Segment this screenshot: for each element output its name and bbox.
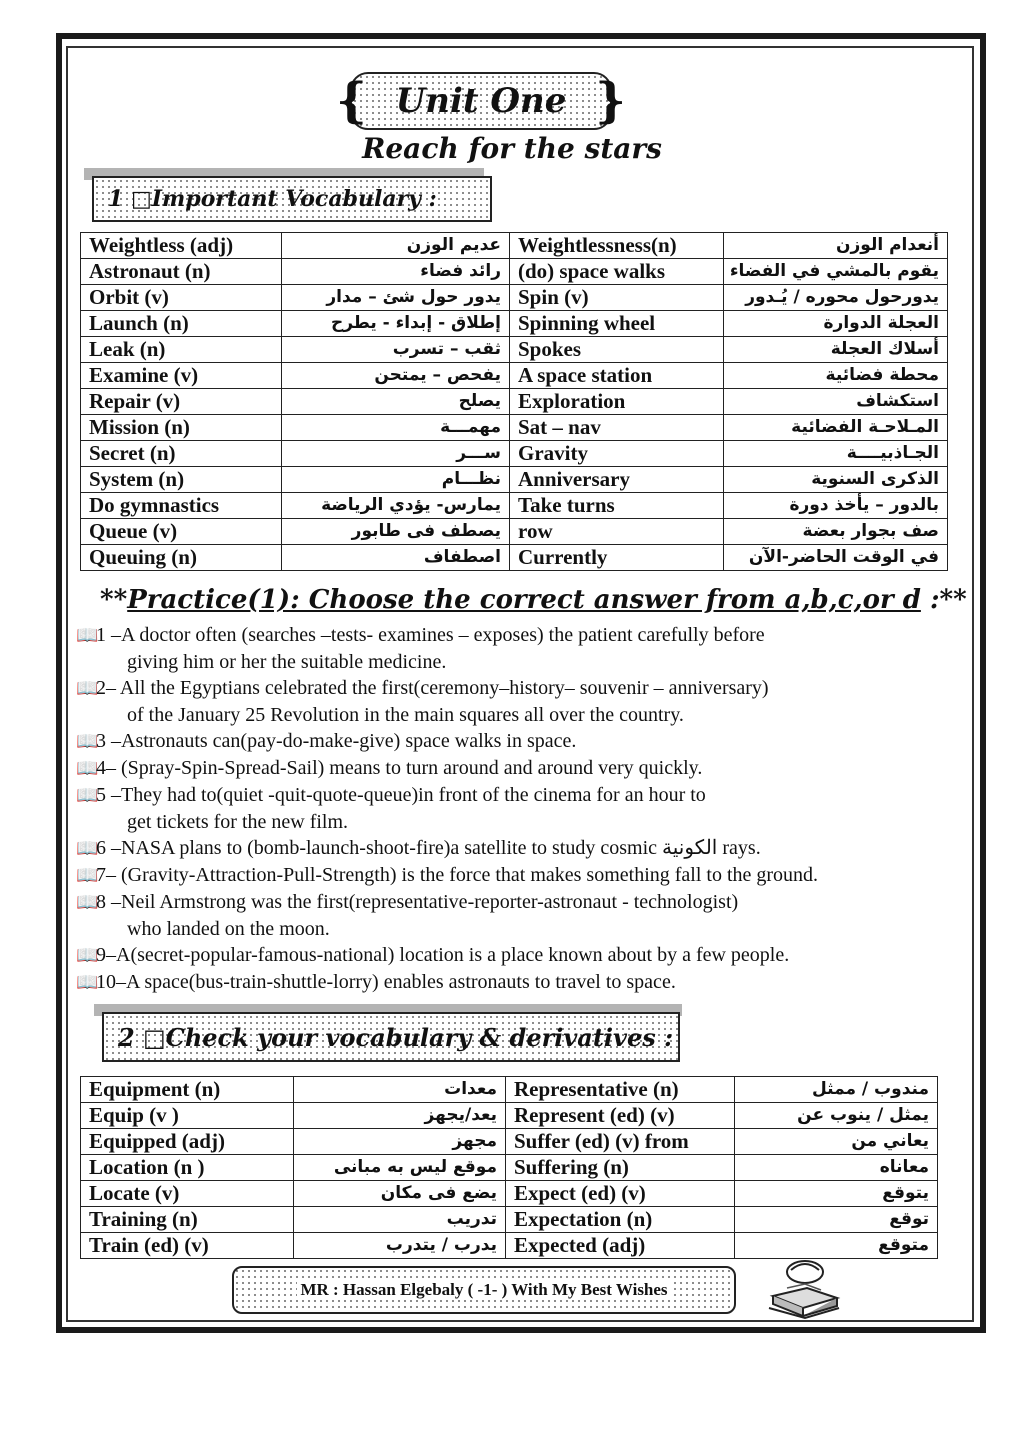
practice-heading	[100, 585, 967, 615]
english-word-cell: Sat – nav	[510, 415, 724, 441]
arabic-meaning-cell: يضع فى مكان	[294, 1181, 506, 1207]
arabic-meaning-cell: يفحص – يمتحن	[282, 363, 510, 389]
book-icon: 📖	[76, 678, 99, 699]
practice-question	[76, 969, 956, 996]
english-word-cell: Take turns	[510, 493, 724, 519]
arabic-meaning-cell: متوقع	[735, 1233, 938, 1259]
practice-questions	[76, 622, 956, 996]
english-word-cell: Do gymnastics	[81, 493, 282, 519]
question-text: 6 –NASA plans to (bomb-launch-shoot-fire)a satellite to study cosmic الكونية rays.	[96, 837, 761, 859]
book-icon: 📖	[76, 945, 99, 966]
footer-text: MR : Hassan Elgebaly ( -1- ) With My Best Wishes	[297, 1280, 670, 1300]
english-word-cell: row	[510, 519, 724, 545]
vocab-row	[81, 337, 948, 363]
english-word-cell: Launch (n)	[81, 311, 282, 337]
question-line	[76, 862, 956, 889]
unit-title: Unit One	[395, 81, 567, 121]
vocab-row	[81, 545, 948, 571]
english-word-cell: Secret (n)	[81, 441, 282, 467]
english-word-cell: Spinning wheel	[510, 311, 724, 337]
section1-heading	[92, 176, 492, 222]
vocab-row	[81, 1103, 938, 1129]
english-word-cell: Suffer (ed) (v) from	[506, 1129, 735, 1155]
arabic-meaning-cell: اصطفاف	[282, 545, 510, 571]
vocab-row	[81, 467, 948, 493]
arabic-meaning-cell: يتوقع	[735, 1181, 938, 1207]
question-continuation: get tickets for the new film.	[127, 811, 349, 833]
arabic-meaning-cell: بالدور – يأخذ دورة	[724, 493, 948, 519]
unit-subtitle: Reach for the stars	[362, 132, 662, 165]
english-word-cell: Weightless (adj)	[81, 233, 282, 259]
arabic-meaning-cell: رائد فضاء	[282, 259, 510, 285]
arabic-meaning-cell: مهمـــة	[282, 415, 510, 441]
arabic-meaning-cell: يدورحول محوره / يُـدور	[724, 285, 948, 311]
english-word-cell: Repair (v)	[81, 389, 282, 415]
english-word-cell: Queue (v)	[81, 519, 282, 545]
question-text: 3 –Astronauts can(pay-do-make-give) space walks in space.	[96, 730, 577, 752]
arabic-meaning-cell: يقوم بالمشي في الفضاء	[724, 259, 948, 285]
arabic-meaning-cell: مندوب / ممثل	[735, 1077, 938, 1103]
practice-question	[76, 675, 956, 728]
english-word-cell: Orbit (v)	[81, 285, 282, 311]
derivatives-table	[80, 1076, 938, 1259]
english-word-cell: Spokes	[510, 337, 724, 363]
vocab-row	[81, 493, 948, 519]
section2-heading	[102, 1012, 680, 1062]
practice-question	[76, 889, 956, 942]
arabic-meaning-cell: ثقب – تسرب	[282, 337, 510, 363]
english-word-cell: Equipped (adj)	[81, 1129, 294, 1155]
arabic-meaning-cell: يدرب / يتدرب	[294, 1233, 506, 1259]
practice-question	[76, 862, 956, 889]
arabic-meaning-cell: الذكرى السنوية	[724, 467, 948, 493]
english-word-cell: Currently	[510, 545, 724, 571]
vocab-row	[81, 1077, 938, 1103]
book-icon: 📖	[76, 731, 99, 752]
arabic-meaning-cell: موقع ليس به مبانى	[294, 1155, 506, 1181]
english-word-cell: Examine (v)	[81, 363, 282, 389]
practice-heading-suffix: :**	[920, 585, 967, 615]
english-word-cell: Astronaut (n)	[81, 259, 282, 285]
english-word-cell: Suffering (n)	[506, 1155, 735, 1181]
vocab-row	[81, 389, 948, 415]
vocab-row	[81, 1129, 938, 1155]
vocab-row	[81, 1207, 938, 1233]
question-text: 2– All the Egyptians celebrated the first(ceremony–history– souvenir – anniversary)	[96, 677, 769, 699]
book-icon: 📖	[76, 838, 99, 859]
right-brace-ornament: }	[595, 73, 626, 129]
question-line	[76, 835, 956, 862]
arabic-meaning-cell: المـلاحـة الفضائية	[724, 415, 948, 441]
section2-heading-text: 2 □Check your vocabulary & derivatives :	[118, 1022, 673, 1052]
book-icon: 📖	[76, 785, 99, 806]
arabic-meaning-cell: نظـــام	[282, 467, 510, 493]
english-word-cell: Expectation (n)	[506, 1207, 735, 1233]
left-brace-ornament: {	[336, 73, 367, 129]
arabic-meaning-cell: يدور حول شئ – مدار	[282, 285, 510, 311]
book-icon: 📖	[76, 892, 99, 913]
arabic-meaning-cell: معاناه	[735, 1155, 938, 1181]
vocab-row	[81, 233, 948, 259]
arabic-meaning-cell: ســـر	[282, 441, 510, 467]
english-word-cell: Training (n)	[81, 1207, 294, 1233]
arabic-meaning-cell: يعد/يجهز	[294, 1103, 506, 1129]
vocab-row	[81, 311, 948, 337]
vocab-row	[81, 519, 948, 545]
book-icon: 📖	[76, 865, 99, 886]
english-word-cell: Equip (v )	[81, 1103, 294, 1129]
book-icon: 📖	[76, 625, 99, 646]
english-word-cell: Train (ed) (v)	[81, 1233, 294, 1259]
practice-heading-prefix: **	[100, 585, 128, 615]
question-line	[76, 889, 956, 916]
practice-question	[76, 942, 956, 969]
english-word-cell: Represent (ed) (v)	[506, 1103, 735, 1129]
question-text: 7– (Gravity-Attraction-Pull-Strength) is the force that makes something fall to the ground.	[96, 864, 819, 886]
question-line	[76, 728, 956, 755]
book-icon: 📖	[76, 972, 99, 993]
arabic-meaning-cell: مجهز	[294, 1129, 506, 1155]
practice-question	[76, 755, 956, 782]
english-word-cell: Representative (n)	[506, 1077, 735, 1103]
arabic-meaning-cell: يمارس- يؤدي الرياضة	[282, 493, 510, 519]
question-line	[76, 675, 956, 702]
english-word-cell: Anniversary	[510, 467, 724, 493]
arabic-meaning-cell: تدريب	[294, 1207, 506, 1233]
english-word-cell: Location (n )	[81, 1155, 294, 1181]
vocabulary-table	[80, 232, 948, 571]
arabic-meaning-cell: إطلاق - إبداء - يطرح	[282, 311, 510, 337]
english-word-cell: Expect (ed) (v)	[506, 1181, 735, 1207]
english-word-cell: Mission (n)	[81, 415, 282, 441]
question-text: 5 –They had to(quiet -quit-quote-queue)in front of the cinema for an hour to	[96, 784, 706, 806]
practice-question	[76, 835, 956, 862]
question-text: 1 –A doctor often (searches –tests- examines – exposes) the patient carefully before	[96, 624, 765, 646]
english-word-cell: System (n)	[81, 467, 282, 493]
question-continuation: who landed on the moon.	[127, 918, 330, 940]
vocab-row	[81, 259, 948, 285]
vocab-row	[81, 1155, 938, 1181]
arabic-meaning-cell: يعاني من	[735, 1129, 938, 1155]
unit-title-box	[336, 72, 626, 130]
arabic-meaning-cell: أسلاك العجلة	[724, 337, 948, 363]
arabic-meaning-cell: العجلة الدوارة	[724, 311, 948, 337]
arabic-meaning-cell: صف بجوار بعضة	[724, 519, 948, 545]
question-text: 4– (Spray-Spin-Spread-Sail) means to turn around and around very quickly.	[96, 757, 703, 779]
vocab-row	[81, 363, 948, 389]
english-word-cell: Equipment (n)	[81, 1077, 294, 1103]
footer-signature	[232, 1266, 736, 1314]
question-line	[76, 969, 956, 996]
arabic-meaning-cell: في الوقت الحاضر-الآن	[724, 545, 948, 571]
question-line	[76, 942, 956, 969]
question-text: 10–A space(bus-train-shuttle-lorry) enables astronauts to travel to space.	[96, 971, 676, 993]
english-word-cell: Weightlessness(n)	[510, 233, 724, 259]
english-word-cell: Spin (v)	[510, 285, 724, 311]
arabic-meaning-cell: عديم الوزن	[282, 233, 510, 259]
arabic-meaning-cell: استكشاف	[724, 389, 948, 415]
arabic-meaning-cell: يصطف فى طابور	[282, 519, 510, 545]
arabic-meaning-cell: يمثل / ينوب عن	[735, 1103, 938, 1129]
arabic-meaning-cell: يصلح	[282, 389, 510, 415]
english-word-cell: Leak (n)	[81, 337, 282, 363]
books-clipart-icon	[765, 1258, 843, 1320]
question-continuation: giving him or her the suitable medicine.	[127, 651, 447, 673]
book-icon: 📖	[76, 758, 99, 779]
practice-question	[76, 782, 956, 835]
section1-heading-text: 1 □Important Vocabulary :	[108, 186, 437, 212]
english-word-cell: Exploration	[510, 389, 724, 415]
english-word-cell: (do) space walks	[510, 259, 724, 285]
english-word-cell: Locate (v)	[81, 1181, 294, 1207]
english-word-cell: A space station	[510, 363, 724, 389]
vocab-row	[81, 441, 948, 467]
english-word-cell: Expected (adj)	[506, 1233, 735, 1259]
question-text: 8 –Neil Armstrong was the first(representative-reporter-astronaut - technologist)	[96, 891, 739, 913]
question-line	[76, 782, 956, 809]
english-word-cell: Queuing (n)	[81, 545, 282, 571]
practice-question	[76, 728, 956, 755]
vocab-row	[81, 1233, 938, 1259]
arabic-meaning-cell: محطة فضائية	[724, 363, 948, 389]
english-word-cell: Gravity	[510, 441, 724, 467]
vocab-row	[81, 1181, 938, 1207]
arabic-meaning-cell: معدات	[294, 1077, 506, 1103]
vocab-row	[81, 285, 948, 311]
arabic-meaning-cell: الجـاذبيــــة	[724, 441, 948, 467]
vocab-row	[81, 415, 948, 441]
question-continuation: of the January 25 Revolution in the main squares all over the country.	[127, 704, 684, 726]
question-line	[76, 622, 956, 649]
arabic-meaning-cell: أنعدام الوزن	[724, 233, 948, 259]
practice-heading-title: Practice(1): Choose the correct answer from a,b,c,or d	[127, 585, 921, 615]
question-text: 9–A(secret-popular-famous-national) location is a place known about by a few people.	[96, 944, 790, 966]
question-line	[76, 755, 956, 782]
practice-question	[76, 622, 956, 675]
arabic-meaning-cell: توقع	[735, 1207, 938, 1233]
